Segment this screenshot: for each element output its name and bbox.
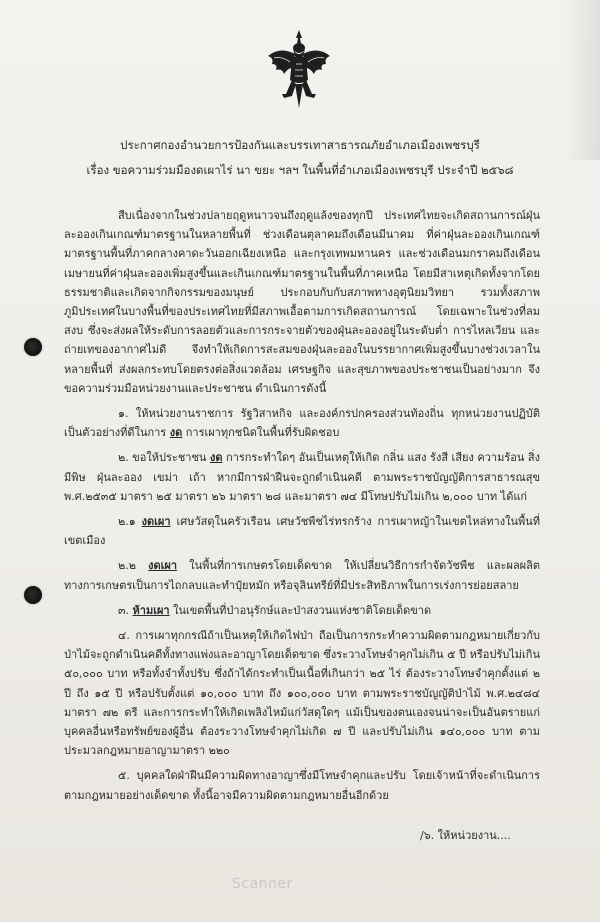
item-2-text-end: การกระทำใดๆ อันเป็นเหตุให้เกิด กลิ่น แสง รังสี เสียง ความร้อน สิ่งมีพิษ ฝุ่นละออง เขม่า เถ้า หากมีการฝ่าฝืนจะถูกดำเนินคดี ตามพระราชบัญญัติการสาธารณสุข พ.ศ.๒๕๓๕ มาตรา ๒๕ มาตรา ๒๖ มาตรา ๒๘ และมาตรา ๗๔ มีโทษปรับไม่เกิน ๒,๐๐๐ บาท ได้แก่ [64, 451, 540, 503]
continuation-note: /๖. ให้หน่วยงาน.... [420, 829, 511, 842]
item-2-text: ๒. ขอให้ประชาชน [118, 451, 207, 465]
garuda-emblem-icon [262, 28, 336, 110]
item-2-1-number: ๒.๑ [118, 515, 136, 529]
binder-hole [24, 586, 42, 604]
item-2-1-text: เศษวัสดุในครัวเรือน เศษวัชพืชไร่ทรกร้าง การเผาหญ้าในเขตไหล่ทางในพื้นที่เขตเมือง [64, 515, 541, 548]
item-2-1 [64, 512, 540, 550]
page-fold-shadow [564, 0, 600, 160]
announcement-title: ประกาศกองอำนวยการป้องกันและบรรเทาสาธารณภัยอำเภอเมืองเพชรบุรี [120, 138, 480, 152]
item-1 [64, 404, 540, 442]
item-2-1-emphasis: งดเผา [141, 515, 171, 529]
item-2-emphasis: งด [209, 451, 223, 465]
item-1-text-end: การเผาทุกชนิดในพื้นที่รับผิดชอบ [185, 426, 340, 440]
announcement-subject: เรื่อง ขอความร่วมมืองดเผาไร่ นา ขยะ ฯลฯ ในพื้นที่อำเภอเมืองเพชรบุรี ประจำปี ๒๕๖๘ [86, 163, 514, 177]
announcement-body [64, 206, 540, 811]
item-3-emphasis: ห้ามเผา [132, 603, 170, 617]
item-5: ๕. บุคคลใดฝ่าฝืนมีความผิดทางอาญาซึ่งมีโทษจำคุกและปรับ โดยเจ้าหน้าที่จะดำเนินการตามกฎหมายอย่างเด็ดขาด ทั้งนี้อาจมีความผิดตามกฎหมายอื่นอีกด้วย [64, 769, 540, 802]
item-3-number: ๓. [118, 603, 130, 617]
item-2-2-text: ในพื้นที่การเกษตรโดยเด็ดขาด ให้เปลี่ยนวิธีการกำจัดวัชพืช และผลผลิตทางการเกษตรเป็นการไถกลบและทำปุ๋ยหมัก หรือจุลินทรีย์ที่มีประสิทธิภาพในการเร่งการย่อยสลาย [64, 559, 541, 592]
item-4: ๔. การเผาทุกกรณีถ้าเป็นเหตุให้เกิดไฟป่า ถือเป็นการกระทำความผิดตามกฎหมายเกี่ยวกับป่าไม้จะถูกดำเนินคดีทั้งทางแพ่งและอาญาโดยเด็ดขาด ซึ่งระวางโทษจำคุกไม่เกิน ๕ ปี หรือปรับไม่เกิน ๕๐,๐๐๐ บาท หรือทั้งจำทั้งปรับ ซึ่งถ้าได้กระทำเป็นเนื้อที่เกินกว่า ๒๕ ไร่ ต้องระวางโทษจำคุกตั้งแต่ ๒ ปี ถึง ๑๕ ปี หรือปรับตั้งแต่ ๑๐,๐๐๐ บาท ถึง ๑๐๐,๐๐๐ บาท ตามพระราชบัญญัติป่าไม้ พ.ศ.๒๔๘๔ มาตรา ๗๒ ตรี และการกระทำให้เกิดเพลิงไหม้แก่วัสดุใดๆ แม้เป็นของตนเองจนน่าจะเป็นอันตรายแก่บุคคลอื่นหรือทรัพย์ของผู้อื่น ต้องระวางโทษจำคุกไม่เกิด ๗ ปี และปรับไม่เกิน ๑๔๐,๐๐๐ บาท ตามประมวลกฎหมายอาญามาตรา ๒๒๐ [64, 629, 540, 758]
binder-hole [24, 338, 42, 356]
item-2-2-number: ๒.๒ [118, 559, 136, 573]
item-3-text: ในเขตพื้นที่ป่าอนุรักษ์และป่าสงวนแห่งชาติโดยเด็ดขาด [173, 603, 432, 617]
item-1-emphasis: งด [169, 426, 183, 440]
item-2-2-emphasis: งดเผา [148, 559, 178, 573]
scanner-watermark: Scanner [232, 876, 293, 892]
item-3 [64, 601, 540, 620]
item-2 [64, 448, 540, 506]
intro-paragraph: สืบเนื่องจากในช่วงปลายฤดูหนาวจนถึงฤดูแล้งของทุกปี ประเทศไทยจะเกิดสถานการณ์ฝุ่นละอองเกินเกณฑ์มาตรฐานในหลายพื้นที่ ช่วงเดือนตุลาคมถึงเดือนมีนาคม ที่ค่าฝุ่นละอองเกินเกณฑ์มาตรฐานพื้นที่ภาคกลางคาดะวันออกเฉียงเหนือ และกรุงเทพมหานคร และช่วงเดือนมกราคมถึงเดือนเมษายนที่ค่าฝุ่นละอองเพิ่มสูงขึ้นและเกินเกณฑ์มาตรฐานในพื้นที่ภาคเหนือ โดยมีสาเหตุเกิดทั้งจากโดยธรรมชาติและเกิดจากกิจกรรมของมนุษย์ ประกอบกับกับสภาพทางอุตุนิยมวิทยา รวมทั้งสภาพภูมิประเทศในบางพื้นที่ของประเทศไทยที่มีสภาพเอื้อตามการเกิดสถานการณ์ โดยเฉพาะในช่วงที่ลมสงบ ซึ่งจะส่งผลให้ระดับการลอยตัวและการกระจายตัวของฝุ่นละอองอยู่ในระดับต่ำ การไหลเวียน และถ่ายเทของอากาศไม่ดี จึงทำให้เกิดการสะสมของฝุ่นละอองในบรรยากาศเพิ่มสูงขึ้นบางช่วงเวลาในหลายพื้นที่ ส่งผลกระทบโดยตรงต่อสิ่งแวดล้อม เศรษฐกิจ และสุขภาพของประชาชนเป็นอย่างมาก จึงขอความร่วมมือหน่วยงานและประชาชน ดำเนินการดังนี้ [64, 209, 540, 395]
item-2-2 [64, 556, 540, 594]
item-1-text: ๑. ให้หน่วยงานราชการ รัฐวิสาหกิจ และองค์กรปกครองส่วนท้องถิ่น ทุกหน่วยงานปฏิบัติเป็นตัวอย่างที่ดีในการ [64, 407, 540, 440]
